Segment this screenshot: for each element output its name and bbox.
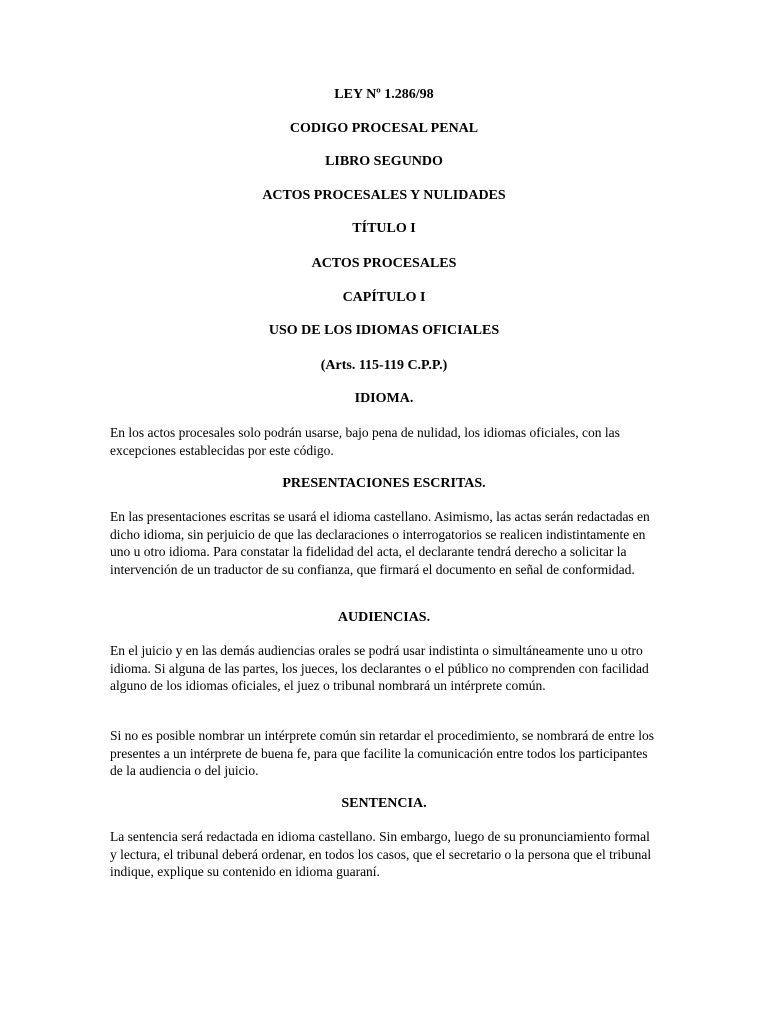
code-title-heading: CODIGO PROCESAL PENAL <box>289 121 479 136</box>
section-paragraph-idioma: En los actos procesales solo podrán usarse, bajo pena de nulidad, los idiomas oficiales, con las excepciones establecidas por este código. <box>110 425 620 458</box>
chapter-name-heading: USO DE LOS IDIOMAS OFICIALES <box>268 323 500 338</box>
section-heading-presentaciones: PRESENTACIONES ESCRITAS. <box>282 476 486 491</box>
section-heading-idioma: IDIOMA. <box>354 391 414 406</box>
section-paragraph-audiencias-1: En el juicio y en las demás audiencias orales se podrá usar indistinta o simultáneamente uno u otro idioma. Si alguna de las partes, los jueces, los declarantes o el público no comprenden con facilidad alguno de los idiomas oficiales, el juez o tribunal nombrará un intérprete común. <box>110 643 649 694</box>
section-heading-sentencia: SENTENCIA. <box>341 796 427 811</box>
book-title-heading: ACTOS PROCESALES Y NULIDADES <box>262 188 506 203</box>
section-paragraph-audiencias-2: Si no es posible nombrar un intérprete común sin retardar el procedimiento, se nombrará de entre los presentes a un intérprete de buena fe, para que facilite la comunicación entre todos los participantes de la audiencia o del juicio. <box>110 728 654 779</box>
law-number-heading: LEY Nº 1.286/98 <box>334 87 434 102</box>
book-heading: LIBRO SEGUNDO <box>325 154 443 169</box>
chapter-heading: CAPÍTULO I <box>342 290 426 305</box>
section-paragraph-presentaciones: En las presentaciones escritas se usará el idioma castellano. Asimismo, las actas serán redactadas en dicho idioma, sin perjuicio de que las declaraciones o interrogatorios se realicen indistintamente en uno u otro idioma. Para constatar la fidelidad del acta, el declarante tendrá derecho a solicitar la intervención de un traductor de su confianza, que firmará el documento en señal de conformidad. <box>110 509 650 577</box>
title-heading: TÍTULO I <box>352 221 416 236</box>
articles-reference: (Arts. 115-119 C.P.P.) <box>320 358 448 373</box>
section-paragraph-sentencia: La sentencia será redactada en idioma castellano. Sin embargo, luego de su pronunciamiento formal y lectura, el tribunal deberá ordenar, en todos los casos, que el secretario o la persona que el tribunal indique, explique su contenido en idioma guaraní. <box>110 829 652 880</box>
section-heading-audiencias: AUDIENCIAS. <box>337 610 431 625</box>
title-name-heading: ACTOS PROCESALES <box>311 256 457 271</box>
